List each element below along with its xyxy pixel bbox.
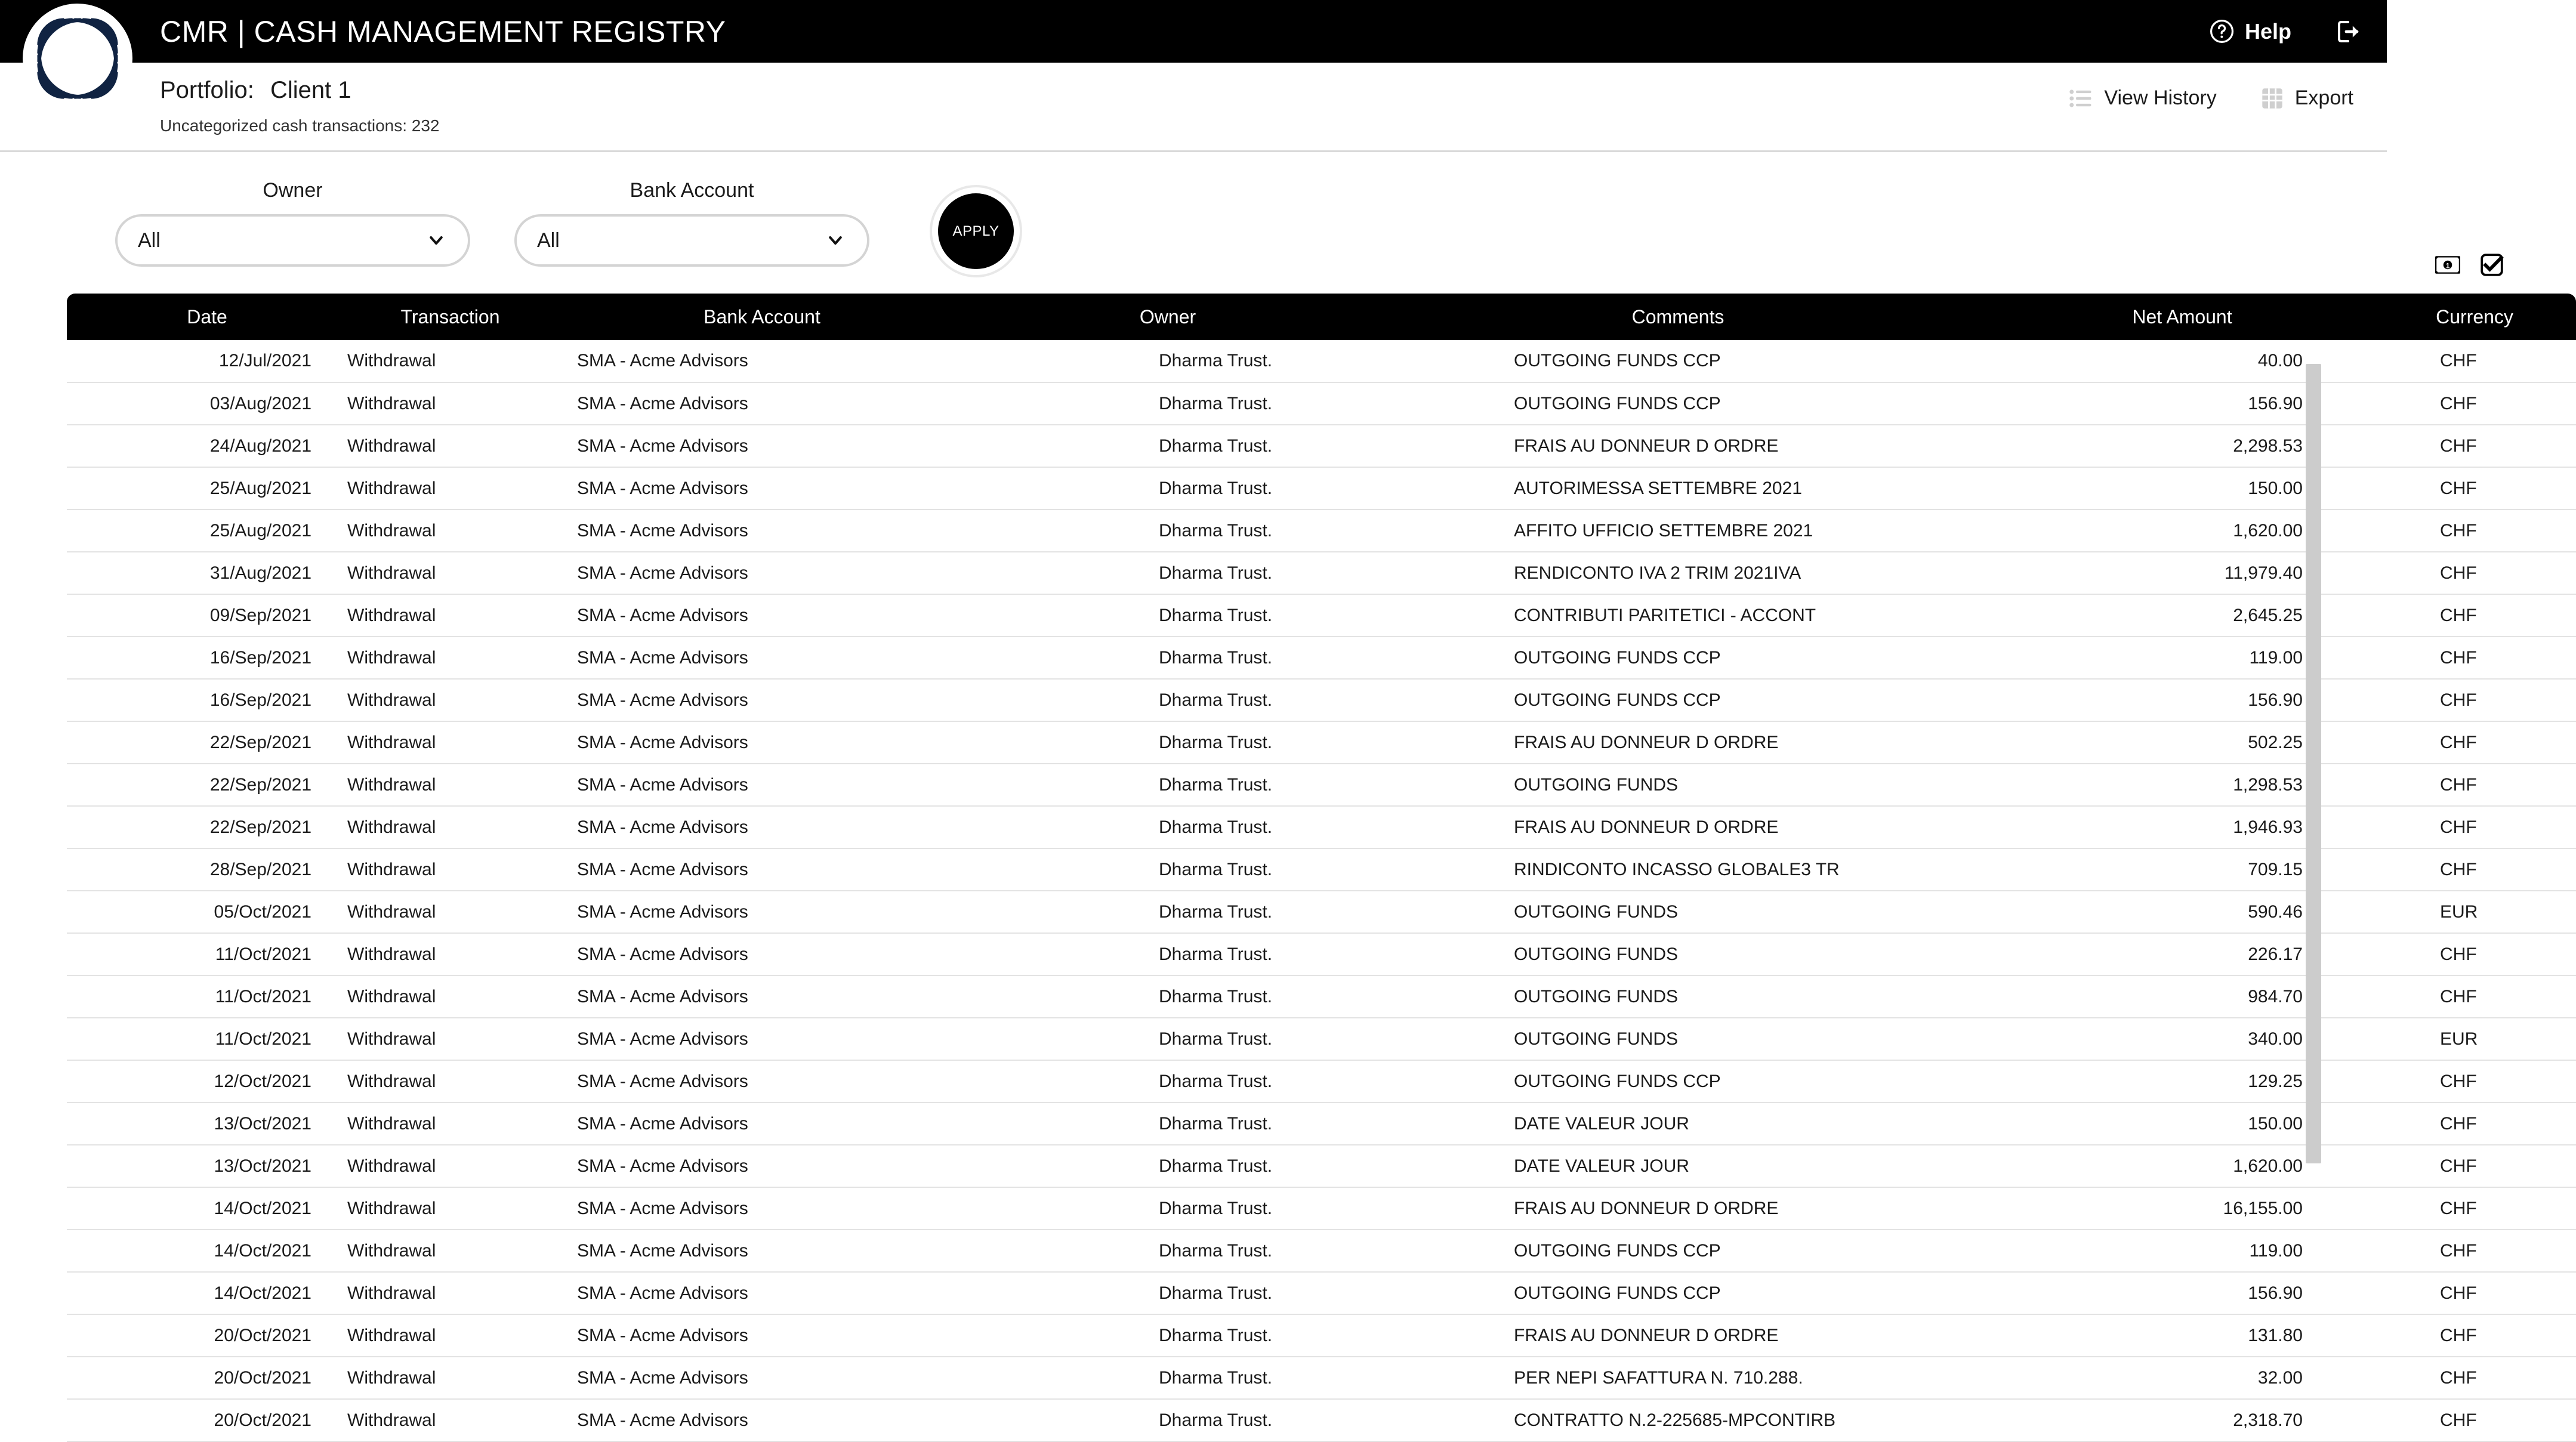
cell-date: 12/Oct/2021 — [67, 1060, 347, 1103]
cell-currency: CHF — [2373, 1272, 2576, 1314]
cell-date: 11/Oct/2021 — [67, 1018, 347, 1060]
cell-date: 22/Sep/2021 — [67, 764, 347, 806]
cell-date: 14/Oct/2021 — [67, 1272, 347, 1314]
export-button[interactable] — [2262, 87, 2353, 110]
cell-currency: CHF — [2373, 340, 2576, 382]
column-header-comments[interactable]: Comments — [1365, 294, 1991, 340]
column-header-date[interactable]: Date — [67, 294, 347, 340]
cell-transaction: Withdrawal — [347, 1399, 553, 1441]
cell-transaction: Withdrawal — [347, 594, 553, 637]
cell-currency: CHF — [2373, 1314, 2576, 1357]
cell-owner: Dharma Trust. — [971, 340, 1365, 382]
cell-net-amount: 119.00 — [1991, 637, 2373, 679]
cell-net-amount: 502.25 — [1991, 721, 2373, 764]
cell-net-amount: 40.00 — [1991, 340, 2373, 382]
cell-net-amount: 1,620.00 — [1991, 510, 2373, 552]
help-button[interactable] — [2209, 18, 2291, 44]
bank-account-filter-group — [514, 179, 869, 267]
cell-net-amount: 11,979.40 — [1991, 552, 2373, 594]
cell-bank-account: SMA - Acme Advisors — [553, 340, 971, 382]
cell-owner: Dharma Trust. — [971, 1314, 1365, 1357]
cell-transaction: Withdrawal — [347, 806, 553, 848]
cell-transaction: Withdrawal — [347, 848, 553, 891]
cell-transaction: Withdrawal — [347, 1230, 553, 1272]
cell-currency: CHF — [2373, 721, 2576, 764]
table-row[interactable] — [67, 425, 2576, 467]
cell-comments: OUTGOING FUNDS CCP — [1365, 340, 1991, 382]
cell-net-amount: 119.00 — [1991, 1230, 2373, 1272]
table-row[interactable] — [67, 806, 2576, 848]
cell-comments: AFFITO UFFICIO SETTEMBRE 2021 — [1365, 510, 1991, 552]
cell-comments: PER NEPI SAFATTURA N. 710.288. — [1365, 1357, 1991, 1399]
table-row[interactable] — [67, 721, 2576, 764]
cell-owner: Dharma Trust. — [971, 425, 1365, 467]
cell-net-amount: 156.90 — [1991, 679, 2373, 721]
apply-button[interactable]: APPLY — [938, 193, 1014, 269]
cell-bank-account: SMA - Acme Advisors — [553, 848, 971, 891]
table-row[interactable] — [67, 1103, 2576, 1145]
cell-date: 25/Aug/2021 — [67, 510, 347, 552]
cell-currency: CHF — [2373, 1187, 2576, 1230]
table-row[interactable] — [67, 340, 2576, 382]
cell-transaction: Withdrawal — [347, 1103, 553, 1145]
table-header-row — [67, 294, 2576, 340]
cell-transaction: Withdrawal — [347, 467, 553, 510]
cell-owner: Dharma Trust. — [971, 806, 1365, 848]
checked-checkbox-icon[interactable] — [2481, 254, 2503, 276]
cell-comments: FRAIS AU DONNEUR D ORDRE — [1365, 1314, 1991, 1357]
cell-currency: CHF — [2373, 552, 2576, 594]
cell-comments: FRAIS AU DONNEUR D ORDRE — [1365, 806, 1991, 848]
cell-net-amount: 150.00 — [1991, 467, 2373, 510]
cell-bank-account: SMA - Acme Advisors — [553, 1230, 971, 1272]
cell-currency: CHF — [2373, 1103, 2576, 1145]
cell-date: 24/Aug/2021 — [67, 425, 347, 467]
table-row[interactable] — [67, 679, 2576, 721]
cell-net-amount: 32.00 — [1991, 1357, 2373, 1399]
cell-date: 12/Jul/2021 — [67, 340, 347, 382]
cell-comments: OUTGOING FUNDS CCP — [1365, 679, 1991, 721]
banknote-icon[interactable] — [2435, 256, 2460, 274]
cell-bank-account: SMA - Acme Advisors — [553, 1187, 971, 1230]
owner-select[interactable] — [115, 214, 470, 267]
chevron-down-icon — [427, 231, 445, 249]
cell-transaction: Withdrawal — [347, 1272, 553, 1314]
cell-owner: Dharma Trust. — [971, 382, 1365, 425]
column-header-bank-account[interactable]: Bank Account — [553, 294, 971, 340]
cell-comments: OUTGOING FUNDS CCP — [1365, 1060, 1991, 1103]
table-scrollbar-thumb[interactable] — [2306, 364, 2321, 1163]
cell-bank-account: SMA - Acme Advisors — [553, 510, 971, 552]
logout-button[interactable] — [2333, 17, 2362, 46]
cell-net-amount: 2,318.70 — [1991, 1399, 2373, 1441]
cell-bank-account: SMA - Acme Advisors — [553, 637, 971, 679]
portfolio-label: Portfolio: — [160, 77, 254, 103]
cell-net-amount: 131.80 — [1991, 1314, 2373, 1357]
question-circle-icon — [2209, 18, 2235, 44]
cell-currency: CHF — [2373, 679, 2576, 721]
apply-button-ring — [930, 185, 1022, 277]
cell-net-amount: 156.90 — [1991, 382, 2373, 425]
cell-comments: DATE VALEUR JOUR — [1365, 1145, 1991, 1187]
cell-comments: CONTRIBUTI PARITETICI - ACCONT — [1365, 594, 1991, 637]
cell-net-amount: 226.17 — [1991, 933, 2373, 975]
cell-net-amount: 2,645.25 — [1991, 594, 2373, 637]
cell-owner: Dharma Trust. — [971, 1357, 1365, 1399]
cell-transaction: Withdrawal — [347, 1314, 553, 1357]
cell-currency: CHF — [2373, 637, 2576, 679]
cell-bank-account: SMA - Acme Advisors — [553, 1357, 971, 1399]
cell-date: 20/Oct/2021 — [67, 1314, 347, 1357]
table-row[interactable] — [67, 1314, 2576, 1357]
view-history-button[interactable] — [2069, 87, 2216, 110]
cell-net-amount: 1,946.93 — [1991, 806, 2373, 848]
cell-bank-account: SMA - Acme Advisors — [553, 1272, 971, 1314]
cell-date: 31/Aug/2021 — [67, 552, 347, 594]
cell-net-amount: 590.46 — [1991, 891, 2373, 933]
table-row[interactable] — [67, 1399, 2576, 1441]
table-row[interactable] — [67, 552, 2576, 594]
cell-currency: EUR — [2373, 1018, 2576, 1060]
bulleted-list-icon — [2069, 89, 2092, 108]
cell-bank-account: SMA - Acme Advisors — [553, 975, 971, 1018]
cell-bank-account: SMA - Acme Advisors — [553, 1103, 971, 1145]
cell-comments: FRAIS AU DONNEUR D ORDRE — [1365, 1187, 1991, 1230]
cell-bank-account: SMA - Acme Advisors — [553, 552, 971, 594]
cell-date: 05/Oct/2021 — [67, 891, 347, 933]
cell-net-amount: 340.00 — [1991, 1018, 2373, 1060]
column-header-owner[interactable]: Owner — [971, 294, 1365, 340]
cell-bank-account: SMA - Acme Advisors — [553, 806, 971, 848]
cell-comments: OUTGOING FUNDS CCP — [1365, 1272, 1991, 1314]
owner-select-value: All — [138, 229, 161, 252]
cell-bank-account: SMA - Acme Advisors — [553, 679, 971, 721]
table-row[interactable] — [67, 848, 2576, 891]
cell-comments: CONTRATTO N.2-225685-MPCONTIRB — [1365, 1399, 1991, 1441]
cell-comments: OUTGOING FUNDS — [1365, 975, 1991, 1018]
cell-bank-account: SMA - Acme Advisors — [553, 1060, 971, 1103]
cell-currency: CHF — [2373, 1399, 2576, 1441]
cell-comments: FRAIS AU DONNEUR D ORDRE — [1365, 425, 1991, 467]
table-toolbar — [2435, 254, 2503, 276]
cell-bank-account: SMA - Acme Advisors — [553, 425, 971, 467]
cell-currency: CHF — [2373, 764, 2576, 806]
cell-date: 20/Oct/2021 — [67, 1357, 347, 1399]
cell-owner: Dharma Trust. — [971, 1060, 1365, 1103]
cell-date: 22/Sep/2021 — [67, 806, 347, 848]
cell-owner: Dharma Trust. — [971, 552, 1365, 594]
cell-currency: CHF — [2373, 1357, 2576, 1399]
cell-owner: Dharma Trust. — [971, 891, 1365, 933]
cell-owner: Dharma Trust. — [971, 1018, 1365, 1060]
cell-transaction: Withdrawal — [347, 764, 553, 806]
cell-net-amount: 984.70 — [1991, 975, 2373, 1018]
table-grid-icon — [2262, 88, 2283, 109]
cell-comments: OUTGOING FUNDS — [1365, 933, 1991, 975]
cell-transaction: Withdrawal — [347, 1187, 553, 1230]
cell-bank-account: SMA - Acme Advisors — [553, 1399, 971, 1441]
cell-owner: Dharma Trust. — [971, 721, 1365, 764]
cell-net-amount: 129.25 — [1991, 1060, 2373, 1103]
cell-bank-account: SMA - Acme Advisors — [553, 891, 971, 933]
column-header-net-amount[interactable]: Net Amount — [1991, 294, 2373, 340]
transactions-table-region — [67, 294, 2513, 1442]
cell-comments: AUTORIMESSA SETTEMBRE 2021 — [1365, 467, 1991, 510]
cell-date: 20/Oct/2021 — [67, 1399, 347, 1441]
cell-transaction: Withdrawal — [347, 637, 553, 679]
help-label: Help — [2244, 18, 2291, 44]
cell-date: 13/Oct/2021 — [67, 1145, 347, 1187]
cell-date: 14/Oct/2021 — [67, 1187, 347, 1230]
cell-owner: Dharma Trust. — [971, 1272, 1365, 1314]
cell-comments: OUTGOING FUNDS — [1365, 1018, 1991, 1060]
cell-comments: OUTGOING FUNDS CCP — [1365, 1230, 1991, 1272]
cell-owner: Dharma Trust. — [971, 637, 1365, 679]
cell-owner: Dharma Trust. — [971, 510, 1365, 552]
header-actions — [2209, 0, 2362, 63]
table-row[interactable] — [67, 1145, 2576, 1187]
cell-transaction: Withdrawal — [347, 679, 553, 721]
cell-date: 11/Oct/2021 — [67, 933, 347, 975]
app-title: CMR | CASH MANAGEMENT REGISTRY — [160, 14, 726, 48]
cell-currency: CHF — [2373, 510, 2576, 552]
owner-filter-label: Owner — [263, 179, 323, 202]
cell-owner: Dharma Trust. — [971, 975, 1365, 1018]
cell-date: 25/Aug/2021 — [67, 467, 347, 510]
cell-owner: Dharma Trust. — [971, 1230, 1365, 1272]
cell-comments: OUTGOING FUNDS — [1365, 764, 1991, 806]
filter-bar — [0, 152, 2387, 271]
subheader-actions — [2069, 87, 2353, 110]
cell-currency: CHF — [2373, 382, 2576, 425]
cell-owner: Dharma Trust. — [971, 848, 1365, 891]
bank-account-select-value: All — [537, 229, 560, 252]
table-row[interactable] — [67, 1018, 2576, 1060]
transactions-table — [67, 294, 2576, 1442]
cell-currency: CHF — [2373, 594, 2576, 637]
cell-currency: CHF — [2373, 1060, 2576, 1103]
cell-bank-account: SMA - Acme Advisors — [553, 721, 971, 764]
cell-transaction: Withdrawal — [347, 1357, 553, 1399]
app-logo — [23, 4, 132, 113]
cell-owner: Dharma Trust. — [971, 1145, 1365, 1187]
cell-date: 16/Sep/2021 — [67, 637, 347, 679]
table-row[interactable] — [67, 594, 2576, 637]
cell-transaction: Withdrawal — [347, 340, 553, 382]
cell-owner: Dharma Trust. — [971, 933, 1365, 975]
chevron-down-icon — [826, 231, 844, 249]
cell-bank-account: SMA - Acme Advisors — [553, 382, 971, 425]
cell-currency: CHF — [2373, 425, 2576, 467]
cell-comments: DATE VALEUR JOUR — [1365, 1103, 1991, 1145]
cell-net-amount: 709.15 — [1991, 848, 2373, 891]
cell-currency: CHF — [2373, 1230, 2576, 1272]
cell-date: 28/Sep/2021 — [67, 848, 347, 891]
cell-bank-account: SMA - Acme Advisors — [553, 594, 971, 637]
cell-net-amount: 16,155.00 — [1991, 1187, 2373, 1230]
cell-transaction: Withdrawal — [347, 1145, 553, 1187]
cell-date: 03/Aug/2021 — [67, 382, 347, 425]
cell-currency: CHF — [2373, 806, 2576, 848]
cell-owner: Dharma Trust. — [971, 1187, 1365, 1230]
table-row[interactable] — [67, 382, 2576, 425]
cell-net-amount: 1,298.53 — [1991, 764, 2373, 806]
cell-currency: CHF — [2373, 1145, 2576, 1187]
cell-transaction: Withdrawal — [347, 721, 553, 764]
woven-circle-logo-icon — [36, 17, 119, 100]
table-row[interactable] — [67, 467, 2576, 510]
table-row[interactable] — [67, 1272, 2576, 1314]
cell-owner: Dharma Trust. — [971, 467, 1365, 510]
cell-transaction: Withdrawal — [347, 382, 553, 425]
cell-currency: CHF — [2373, 933, 2576, 975]
cell-date: 22/Sep/2021 — [67, 721, 347, 764]
cell-comments: FRAIS AU DONNEUR D ORDRE — [1365, 721, 1991, 764]
cell-bank-account: SMA - Acme Advisors — [553, 1145, 971, 1187]
owner-filter-group — [115, 179, 470, 267]
cell-transaction: Withdrawal — [347, 425, 553, 467]
cell-date: 11/Oct/2021 — [67, 975, 347, 1018]
cell-bank-account: SMA - Acme Advisors — [553, 764, 971, 806]
table-body — [67, 340, 2576, 1441]
cell-bank-account: SMA - Acme Advisors — [553, 1314, 971, 1357]
app-header — [0, 0, 2387, 63]
cell-owner: Dharma Trust. — [971, 764, 1365, 806]
cell-net-amount: 156.90 — [1991, 1272, 2373, 1314]
view-history-label: View History — [2104, 87, 2217, 109]
portfolio-line — [160, 77, 351, 104]
cell-transaction: Withdrawal — [347, 552, 553, 594]
cell-net-amount: 2,298.53 — [1991, 425, 2373, 467]
export-label: Export — [2294, 87, 2353, 109]
cell-owner: Dharma Trust. — [971, 594, 1365, 637]
table-row[interactable] — [67, 891, 2576, 933]
table-row[interactable] — [67, 637, 2576, 679]
bank-account-filter-label: Bank Account — [630, 179, 754, 202]
logout-arrow-icon — [2333, 17, 2362, 46]
table-row[interactable] — [67, 975, 2576, 1018]
cell-currency: CHF — [2373, 848, 2576, 891]
portfolio-subheader — [0, 63, 2387, 152]
cell-transaction: Withdrawal — [347, 510, 553, 552]
column-header-transaction[interactable]: Transaction — [347, 294, 553, 340]
cell-comments: OUTGOING FUNDS CCP — [1365, 637, 1991, 679]
portfolio-value: Client 1 — [270, 77, 351, 103]
table-row[interactable] — [67, 1187, 2576, 1230]
cell-transaction: Withdrawal — [347, 1018, 553, 1060]
table-row[interactable] — [67, 1230, 2576, 1272]
table-row[interactable] — [67, 1357, 2576, 1399]
svg-text:1: 1 — [2445, 261, 2450, 270]
table-row[interactable] — [67, 764, 2576, 806]
cell-net-amount: 150.00 — [1991, 1103, 2373, 1145]
cell-comments: OUTGOING FUNDS CCP — [1365, 382, 1991, 425]
cell-transaction: Withdrawal — [347, 891, 553, 933]
cell-transaction: Withdrawal — [347, 933, 553, 975]
uncategorized-count: Uncategorized cash transactions: 232 — [160, 116, 440, 135]
table-header — [67, 294, 2576, 340]
cell-comments: OUTGOING FUNDS — [1365, 891, 1991, 933]
table-row[interactable] — [67, 510, 2576, 552]
cell-date: 09/Sep/2021 — [67, 594, 347, 637]
cell-owner: Dharma Trust. — [971, 679, 1365, 721]
cell-bank-account: SMA - Acme Advisors — [553, 467, 971, 510]
cell-date: 16/Sep/2021 — [67, 679, 347, 721]
cell-date: 14/Oct/2021 — [67, 1230, 347, 1272]
cell-date: 13/Oct/2021 — [67, 1103, 347, 1145]
table-row[interactable] — [67, 933, 2576, 975]
cell-owner: Dharma Trust. — [971, 1103, 1365, 1145]
bank-account-select[interactable] — [514, 214, 869, 267]
cell-comments: RENDICONTO IVA 2 TRIM 2021IVA — [1365, 552, 1991, 594]
cell-currency: CHF — [2373, 975, 2576, 1018]
table-row[interactable] — [67, 1060, 2576, 1103]
cell-transaction: Withdrawal — [347, 1060, 553, 1103]
cell-bank-account: SMA - Acme Advisors — [553, 1018, 971, 1060]
cell-comments: RINDICONTO INCASSO GLOBALE3 TR — [1365, 848, 1991, 891]
cell-bank-account: SMA - Acme Advisors — [553, 933, 971, 975]
column-header-currency[interactable]: Currency — [2373, 294, 2576, 340]
cell-net-amount: 1,620.00 — [1991, 1145, 2373, 1187]
cell-currency: CHF — [2373, 467, 2576, 510]
cell-currency: EUR — [2373, 891, 2576, 933]
cell-owner: Dharma Trust. — [971, 1399, 1365, 1441]
cell-transaction: Withdrawal — [347, 975, 553, 1018]
